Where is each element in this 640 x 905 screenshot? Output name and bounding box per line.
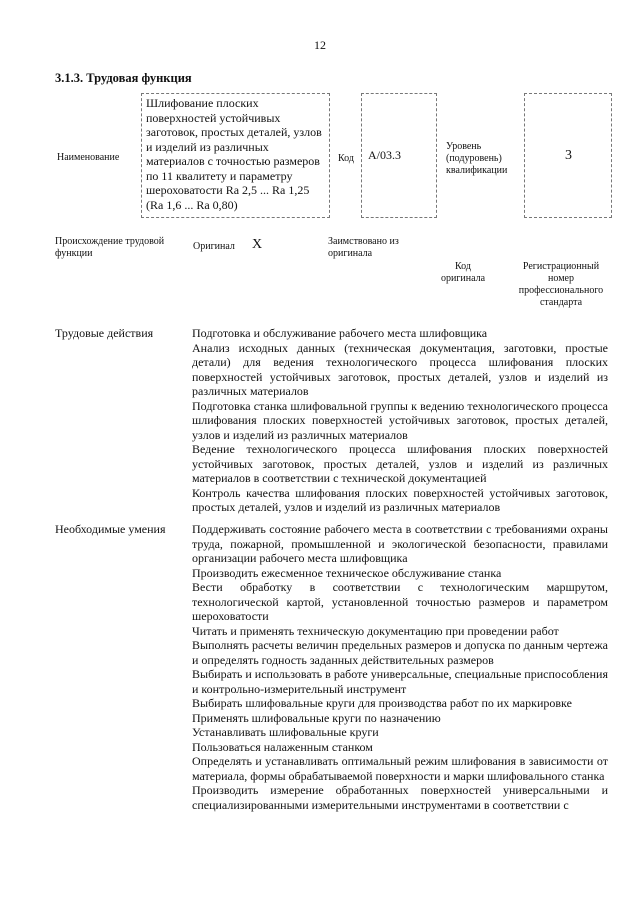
labor-actions-label: Трудовые действия <box>55 326 154 340</box>
list-item: Выполнять расчеты величин предельных размеров и допуска по данным чертежа и определять годность заданных действительных размеров <box>192 638 608 667</box>
borrowed-label: Заимствовано из оригинала <box>328 236 399 259</box>
list-item: Пользоваться налаженным станком <box>192 739 373 754</box>
level-value: 3 <box>565 148 572 163</box>
list-item: Ведение технологического процесса шлифования плоских поверхностей устойчивых заготовок, простых деталей, узлов и изделий из различных материалов в соответствии с технической документацией <box>192 442 608 485</box>
section-heading: 3.1.3. Трудовая функция <box>55 71 192 85</box>
list-item: Определять и устанавливать оптимальный режим шлифования в зависимости от материала, формы обрабатываемой поверхности и марки шлифовального станка <box>192 754 608 783</box>
code-original-label: Код оригинала <box>440 261 486 284</box>
list-item: Поддерживать состояние рабочего места в соответствии с требованиями охраны труда, пожарной, промышленной и экологической безопасности, правилами организации рабочего места шлифовщика <box>192 522 608 565</box>
list-item: Анализ исходных данных (техническая документация, заготовки, простые детали) для ведения технологического процесса шлифования плоских поверхностей устойчивых заготовок, простых деталей, узлов и изделий из различных материалов <box>192 340 608 398</box>
labor-actions-list <box>192 326 608 515</box>
name-label: Наименование <box>57 152 120 163</box>
list-item: Выбирать и использовать в работе универсальные, специальные приспособления и контрольно-измерительный инструмент <box>192 667 608 696</box>
code-value: А/03.3 <box>368 148 401 162</box>
list-item: Подготовка и обслуживание рабочего места шлифовщика <box>192 326 488 340</box>
origin-label: Происхождение трудовой функции <box>55 236 165 259</box>
list-item: Устанавливать шлифовальные круги <box>192 725 379 739</box>
original-label: Оригинал <box>193 241 235 252</box>
list-item: Подготовка станка шлифовальной группы к ведению технологического процесса шлифования плоских поверхностей устойчивых заготовок, простых деталей, узлов и изделий из различных материалов <box>192 398 608 442</box>
list-item: Производить ежесменное техническое обслуживание станка <box>192 565 502 580</box>
required-skills-label: Необходимые умения <box>55 522 166 536</box>
list-item: Читать и применять техническую документацию при проведении работ <box>192 623 559 638</box>
level-label: Уровень (подуровень) квалификации <box>446 141 508 176</box>
page-number: 12 <box>314 38 326 52</box>
required-skills-list <box>192 522 608 812</box>
list-item: Применять шлифовальные круги по назначению <box>192 710 441 725</box>
function-name: Шлифование плоских поверхностей устойчивых заготовок, простых деталей, узлов и изделий из различных материалов с точностью размеров по 11 квалитету и параметру шероховатости Ra 2,5 ... Ra 1,25 (Ra 1,6 ... Ra 0,80) <box>146 96 322 212</box>
original-mark: X <box>252 237 263 252</box>
list-item: Производить измерение обработанных поверхностей универсальными и специализированными измерительными инструментами в соответствии с <box>192 783 608 812</box>
list-item: Вести обработку в соответствии с технологическим маршрутом, технологической картой, установленной точностью размеров и параметром шероховатости <box>192 580 608 623</box>
code-label: Код <box>338 153 354 164</box>
reg-number-label: Регистрационный номер профессионального стандарта <box>518 261 604 308</box>
list-item: Контроль качества шлифования плоских поверхностей устойчивых заготовок, простых деталей, узлов и изделий из различных материалов <box>192 485 608 514</box>
list-item: Выбирать шлифовальные круги для производства работ по их маркировке <box>192 696 572 710</box>
